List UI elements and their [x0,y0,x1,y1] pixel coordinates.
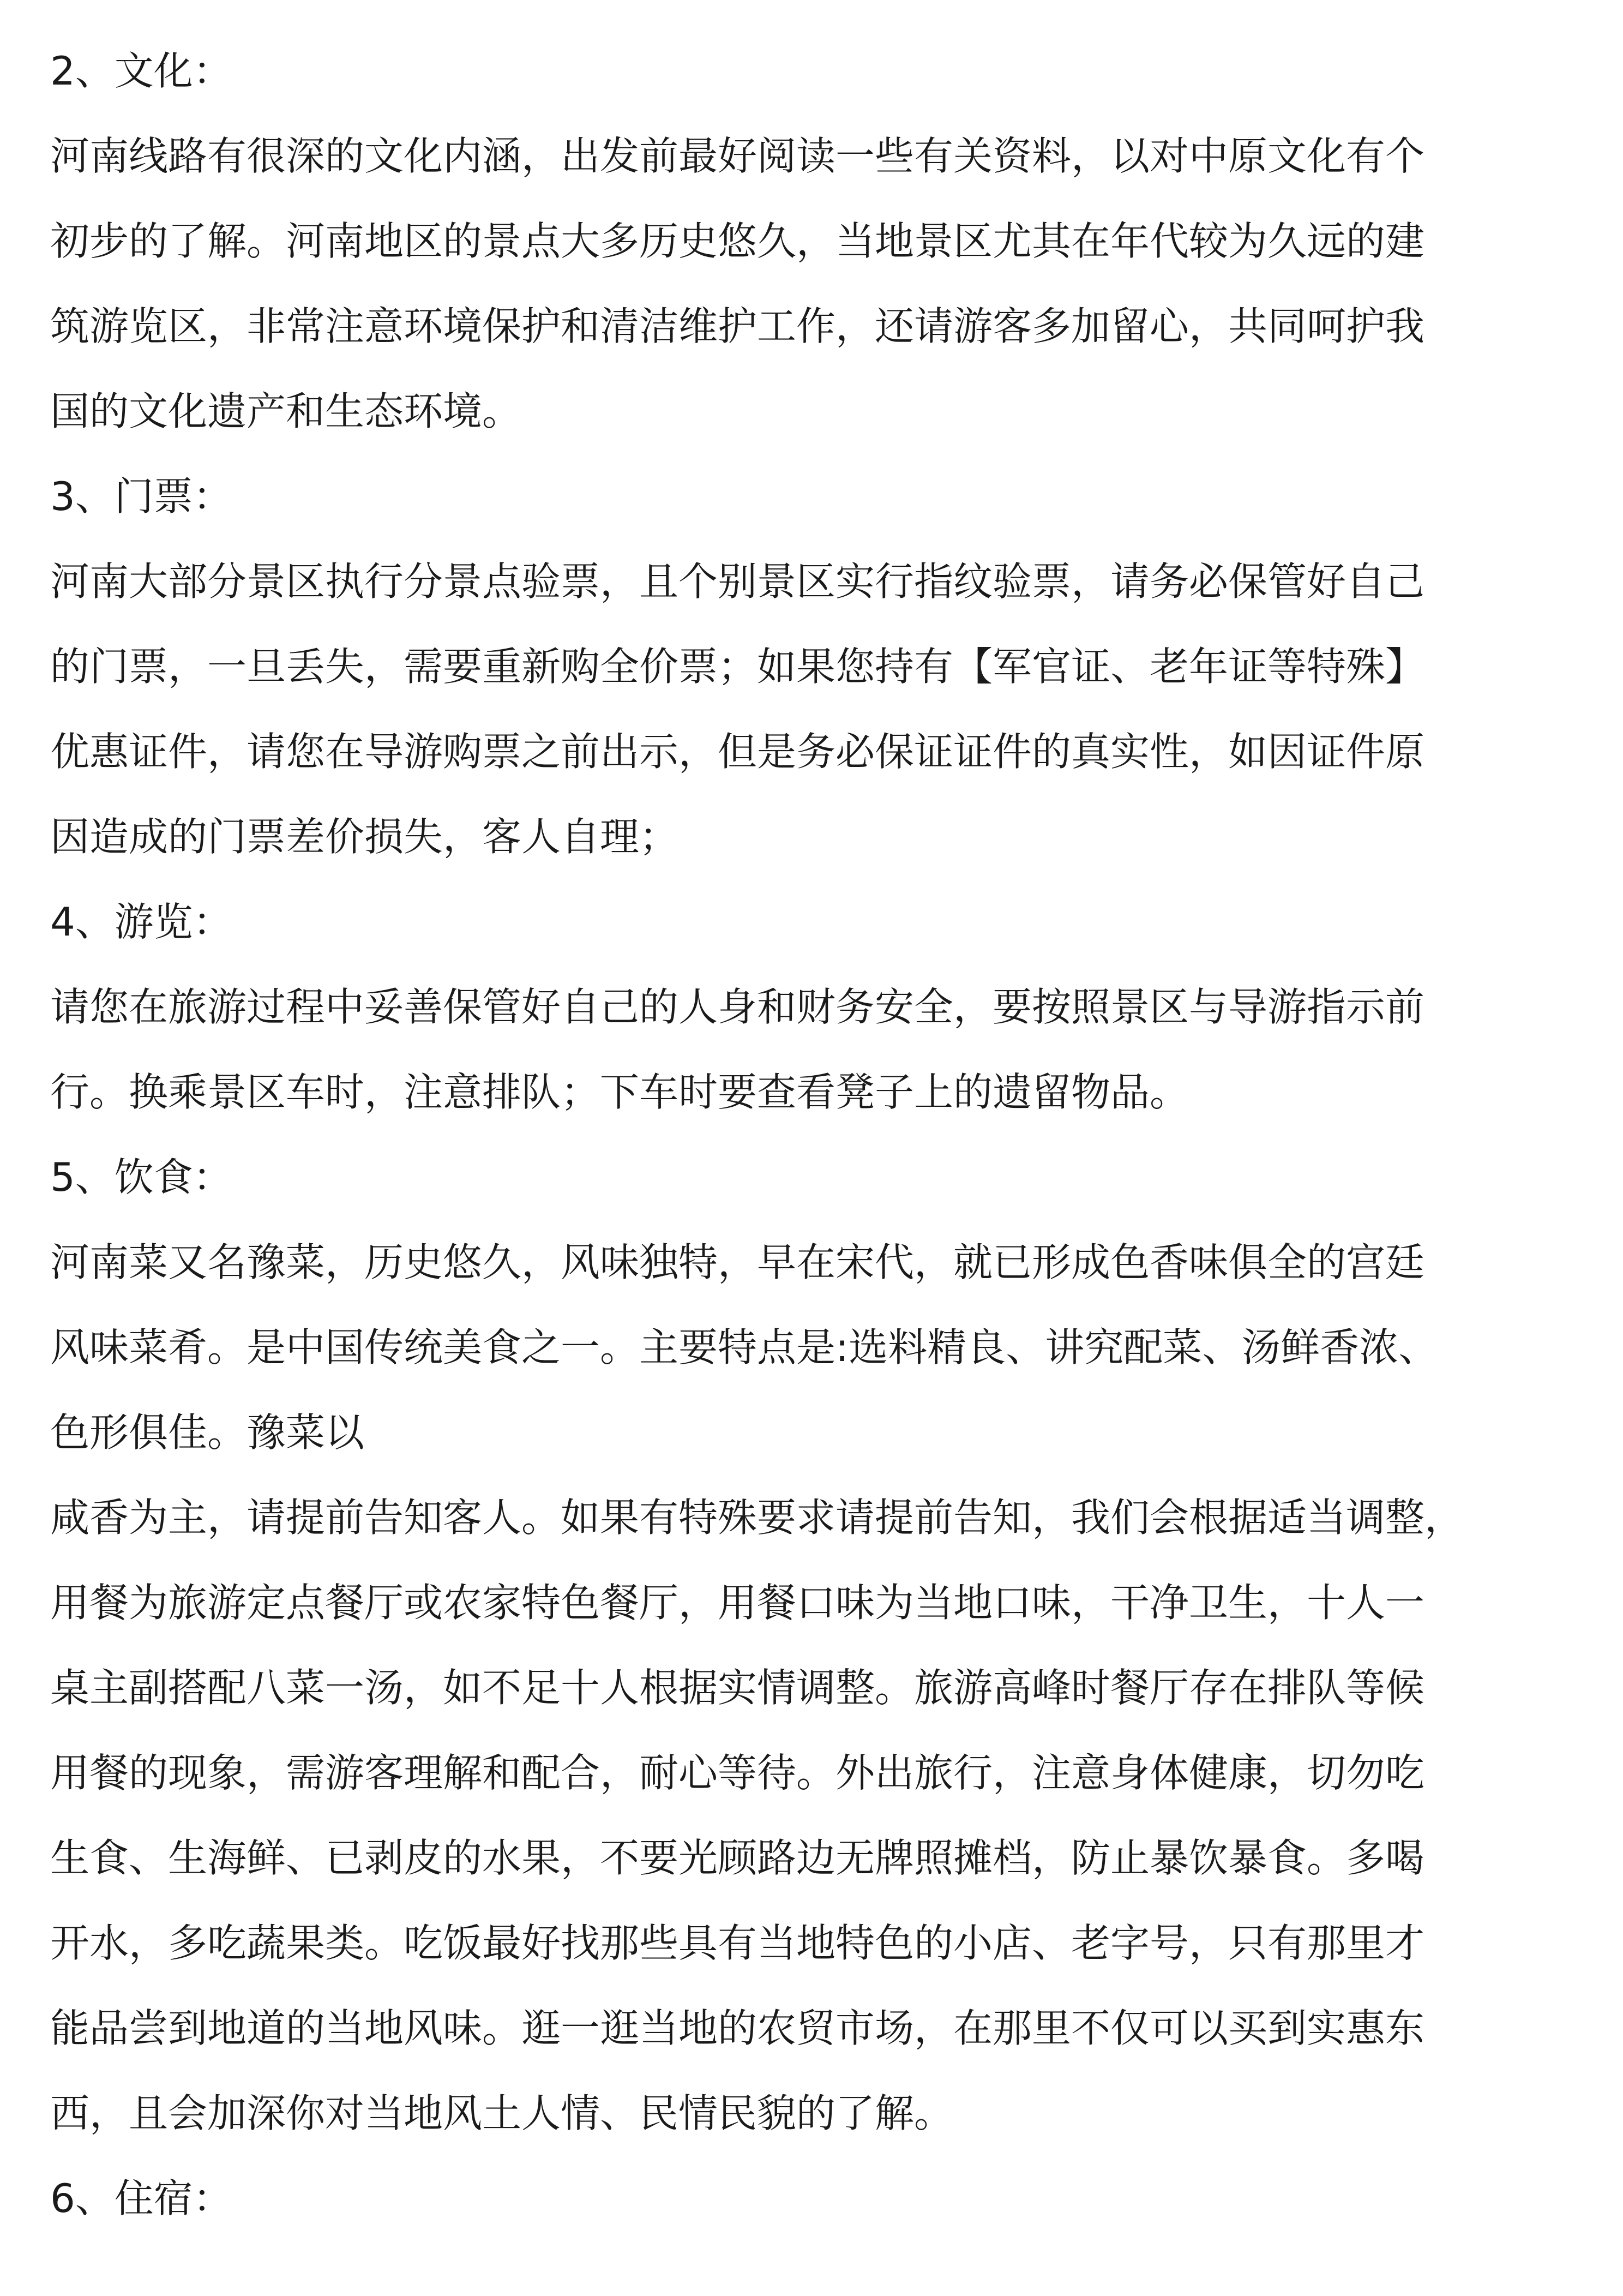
section-heading-tickets: 3、门票： [50,473,232,519]
paragraph-line: 咸香为主，请提前告知客人。如果有特殊要求请提前告知，我们会根据适当调整， [50,1495,1464,1540]
section-heading-dining: 5、饮食： [50,1154,232,1200]
paragraph-line: 的门票，一旦丢失，需要重新购全价票；如果您持有【军官证、老年证等特殊】 [50,644,1425,690]
paragraph-line: 桌主副搭配八菜一汤，如不足十人根据实情调整。旅游高峰时餐厅存在排队等候 [50,1665,1425,1711]
paragraph-line: 风味菜肴。是中国传统美食之一。主要特点是:选料精良、讲究配菜、汤鲜香浓、 [50,1324,1438,1370]
paragraph-line: 筑游览区，非常注意环境保护和清洁维护工作，还请游客多加留心，共同呵护我 [50,303,1425,349]
paragraph-line: 行。换乘景区车时，注意排队；下车时要查看凳子上的遗留物品。 [50,1069,1189,1115]
paragraph-line: 色形俱佳。豫菜以 [50,1410,365,1455]
paragraph-line: 河南大部分景区执行分景点验票，且个别景区实行指纹验票，请务必保管好自己 [50,559,1425,604]
paragraph-line: 河南线路有很深的文化内涵，出发前最好阅读一些有关资料，以对中原文化有个 [50,133,1425,179]
section-heading-accommodation: 6、住宿： [50,2175,232,2221]
paragraph-line: 请您在旅游过程中妥善保管好自己的人身和财务安全，要按照景区与导游指示前 [50,984,1425,1030]
paragraph-line: 因造成的门票差价损失，客人自理； [50,814,679,860]
section-heading-culture: 2、文化： [50,48,232,94]
paragraph-line: 用餐的现象，需游客理解和配合，耐心等待。外出旅行，注意身体健康，切勿吃 [50,1750,1425,1796]
paragraph-line: 国的文化遗产和生态环境。 [50,388,522,434]
paragraph-line: 用餐为旅游定点餐厅或农家特色餐厅，用餐口味为当地口味，干净卫生，十人一 [50,1580,1425,1626]
paragraph-line: 开水，多吃蔬果类。吃饭最好找那些具有当地特色的小店、老字号，只有那里才 [50,1920,1425,1966]
paragraph-line: 优惠证件，请您在导游购票之前出示，但是务必保证证件的真实性，如因证件原 [50,729,1425,775]
paragraph-line: 河南菜又名豫菜，历史悠久，风味独特，早在宋代，就已形成色香味俱全的宫廷 [50,1239,1425,1285]
paragraph-line: 能品尝到地道的当地风味。逛一逛当地的农贸市场，在那里不仅可以买到实惠东 [50,2005,1425,2051]
paragraph-line: 初步的了解。河南地区的景点大多历史悠久，当地景区尤其在年代较为久远的建 [50,218,1425,264]
paragraph-line: 生食、生海鲜、已剥皮的水果，不要光顾路边无牌照摊档，防止暴饮暴食。多喝 [50,1835,1425,1881]
paragraph-line: 西，且会加深你对当地风土人情、民情民貌的了解。 [50,2090,954,2136]
section-heading-sightseeing: 4、游览： [50,899,232,945]
